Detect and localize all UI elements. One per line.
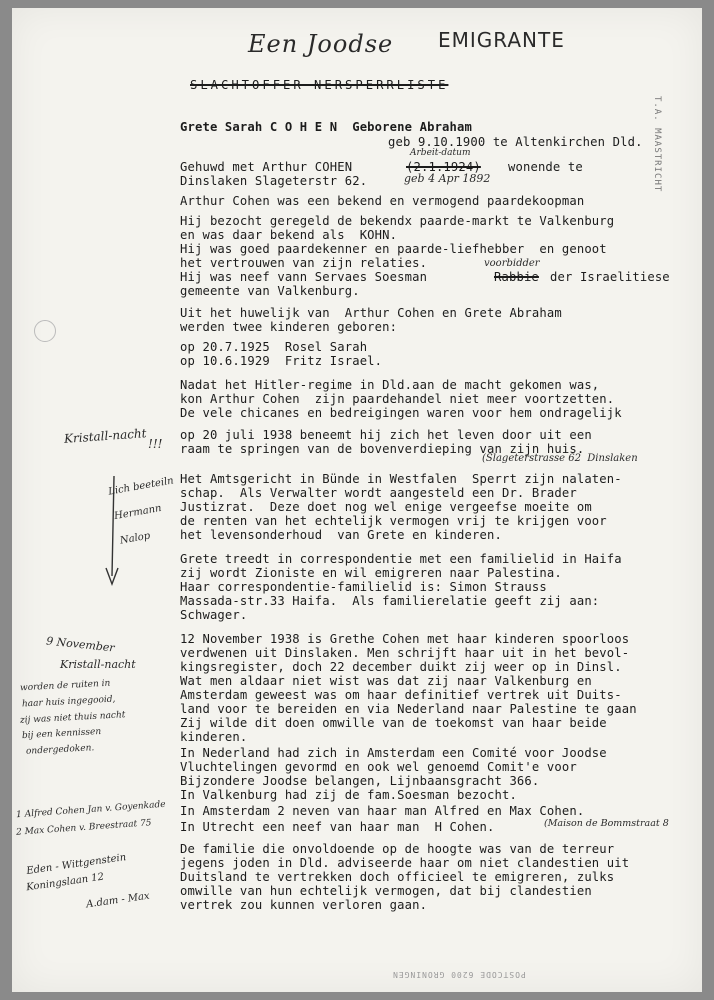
annotation-utrecht: (Maison de Bommstraat 8: [544, 818, 669, 829]
para-haifa-1: Grete treedt in correspondentie met een familielid in Haifa: [180, 552, 622, 566]
para-markt-2: en was daar bekend als KOHN.: [180, 228, 398, 242]
annotation-address: (Slageterstrasse 62 Dinslaken: [482, 453, 638, 464]
line-address: Dinslaken Slageterstr 62.: [180, 174, 368, 188]
line-birth: geb 9.10.1900 te Altenkirchen Dld.: [388, 135, 643, 149]
para-markt-5b-struck: Rabbie: [494, 270, 539, 284]
margin-nov-2: Kristall-nacht: [60, 658, 136, 671]
para-regime-1: Nadat het Hitler-regime in Dld.aan de macht gekomen was,: [180, 378, 600, 392]
title-handwritten-part1: Een Joodse: [248, 30, 394, 58]
line-married: Gehuwd met Arthur COHEN: [180, 160, 353, 174]
side-stamp: T.A. MAASTRICHT: [652, 96, 662, 193]
margin-eden-1: Eden - Wittgenstein: [25, 852, 127, 877]
line-married-date: (2.1.1924): [406, 160, 481, 174]
para-suicide-1: op 20 juli 1938 beneemt hij zich het leven door uit een: [180, 428, 592, 442]
para-comite-1: In Nederland had zich in Amsterdam een Comité voor Joodse: [180, 746, 607, 760]
para-haifa-3: Haar correspondentie-familielid is: Simon Strauss: [180, 580, 547, 594]
para-november-4: Wat men aldaar niet wist was dat zij naar Valkenburg en: [180, 674, 592, 688]
para-markt-5a: Hij was neef vann Servaes Soesman: [180, 270, 428, 284]
child-2: op 10.6.1929 Fritz Israel.: [180, 354, 383, 368]
para-november-7: Zij wilde dit doen omwille van de toekomst van haar beide: [180, 716, 607, 730]
margin-lichtbeeld-3: Nalop: [119, 530, 152, 547]
margin-kristall-mark: !!!: [148, 437, 163, 451]
para-amtsgericht-4: de renten van het echtelijk vermogen vrij te krijgen voor: [180, 514, 607, 528]
para-comite-4: In Valkenburg had zij de fam.Soesman bezocht.: [180, 788, 517, 802]
para-familie-4: omwille van hun echtelijk vermogen, dat bij clandestien: [180, 884, 592, 898]
para-comite-6: In Utrecht een neef van haar man H Cohen.: [180, 820, 495, 834]
para-haifa-2: zij wordt Zioniste en wil emigreren naar Palestina.: [180, 566, 562, 580]
para-familie-3: Duitsland te vertrekken doch officieel te emigreren, zulks: [180, 870, 615, 884]
para-markt-3: Hij was goed paardekenner en paarde-liefhebber en genoot: [180, 242, 607, 256]
annotation-voorbidder: voorbidder: [484, 258, 540, 269]
para-november-5: Amsterdam geweest was om haar definitief vertrek uit Duits-: [180, 688, 622, 702]
bottom-stamp: POSTCODE 6200 GRONINGEN: [392, 970, 526, 979]
margin-eden-3: A.dam - Max: [85, 890, 151, 911]
para-comite-2: Vluchtelingen gevormd en ook wel genoemd Comit'e voor: [180, 760, 577, 774]
margin-nov-7: ondergedoken.: [25, 743, 95, 757]
para-november-2: verdwenen uit Dinslaken. Men schrijft haar uit in het bevol-: [180, 646, 630, 660]
para-markt-5c: der Israelitiese: [550, 270, 670, 284]
para-koopman: Arthur Cohen was een bekend en vermogend paardekoopman: [180, 194, 585, 208]
line-name: Grete Sarah C O H E N Geborene Abraham: [180, 120, 473, 134]
para-amtsgericht-5: het levensonderhoud van Grete en kinderen.: [180, 528, 502, 542]
margin-nov-3: worden de ruiten in: [19, 678, 111, 694]
para-november-6: land voor te bereiden en via Nederland naar Palestine te gaan: [180, 702, 637, 716]
para-familie-1: De familie die onvoldoende op de hoogte was van de terreur: [180, 842, 615, 856]
margin-nov-4: haar huis ingegooid,: [21, 694, 116, 710]
child-1: op 20.7.1925 Rosel Sarah: [180, 340, 368, 354]
margin-lichtbeeld-2: Hermann: [113, 502, 163, 523]
line-married-residence: wonende te: [508, 160, 583, 174]
margin-alfred-2: 2 Max Cohen v. Breestraat 75: [15, 818, 152, 838]
para-markt-6: gemeente van Valkenburg.: [180, 284, 360, 298]
para-regime-3: De vele chicanes en bedreigingen waren voor hem ondragelijk: [180, 406, 622, 420]
para-huwelijk-2: werden twee kinderen geboren:: [180, 320, 398, 334]
title-handwritten-part2: EMIGRANTE: [438, 28, 565, 52]
para-familie-5: vertrek zou kunnen verloren gaan.: [180, 898, 428, 912]
annotation-marriage-date: Arbeit-datum: [410, 148, 471, 158]
para-november-3: kingsregister, doch 22 december duikt zij weer op in Dinsl.: [180, 660, 622, 674]
margin-lichtbeeld-1: Lich beeteiln: [107, 475, 175, 498]
para-haifa-4: Massada-str.33 Haifa. Als familierelatie geeft zij aan:: [180, 594, 600, 608]
struck-heading: SLACHTOFFER NERSPERRLISTE: [190, 78, 449, 92]
para-haifa-5: Schwager.: [180, 608, 248, 622]
annotation-born: geb 4 Apr 1892: [404, 172, 491, 185]
document-page: [12, 8, 702, 992]
para-comite-3: Bijzondere Joodse belangen, Lijnbaansgracht 366.: [180, 774, 540, 788]
para-november-1: 12 November 1938 is Grethe Cohen met haar kinderen spoorloos: [180, 632, 630, 646]
margin-kristall: Kristall-nacht: [63, 426, 147, 446]
para-amtsgericht-2: schap. Als Verwalter wordt aangesteld een Dr. Brader: [180, 486, 577, 500]
margin-nov-6: bij een kennissen: [21, 726, 102, 742]
para-markt-1: Hij bezocht geregeld de bekendx paarde-markt te Valkenburg: [180, 214, 615, 228]
para-amtsgericht-1: Het Amtsgericht in Bünde in Westfalen Sperrt zijn nalaten-: [180, 472, 622, 486]
para-regime-2: kon Arthur Cohen zijn paardehandel niet meer voortzetten.: [180, 392, 615, 406]
para-comite-5: In Amsterdam 2 neven van haar man Alfred en Max Cohen.: [180, 804, 585, 818]
para-huwelijk-1: Uit het huwelijk van Arthur Cohen en Grete Abraham: [180, 306, 562, 320]
margin-nov-5: zij was niet thuis nacht: [19, 710, 126, 726]
para-markt-4: het vertrouwen van zijn relaties.: [180, 256, 428, 270]
margin-nov-1: 9 November: [45, 634, 116, 655]
para-amtsgericht-3: Justizrat. Deze doet nog wel enige vergeefse moeite om: [180, 500, 592, 514]
margin-eden-2: Koningslaan 12: [25, 871, 105, 894]
margin-alfred-1: 1 Alfred Cohen Jan v. Goyenkade: [15, 799, 166, 821]
punch-hole: [34, 320, 56, 342]
para-november-8: kinderen.: [180, 730, 248, 744]
para-suicide-2: raam te springen van de bovenverdieping van zijn huis.: [180, 442, 585, 456]
para-familie-2: jegens joden in Dld. adviseerde haar om niet clandestien uit: [180, 856, 630, 870]
